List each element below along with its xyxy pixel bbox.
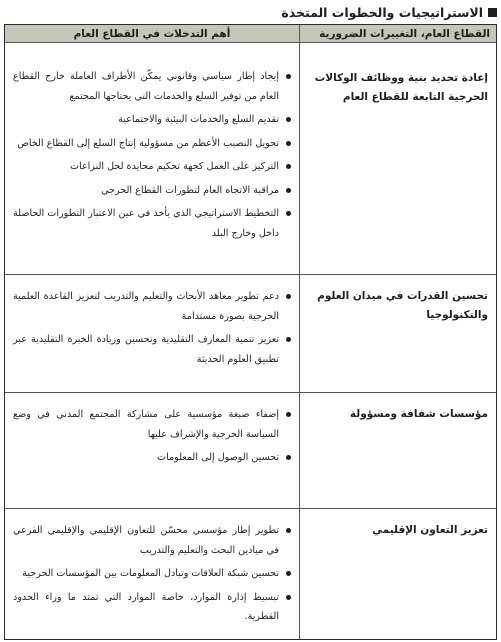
bullet-icon: [286, 141, 291, 146]
list-item-text: تطوير إطار مؤسسي محسّن للتعاون الإقليمي والإقليمي الفرعي في ميادين البحث والتعليم والتدريب: [13, 525, 279, 556]
bullet-icon: [286, 337, 291, 342]
list-item-text: تحسين الوصول إلى المعلومات: [157, 452, 279, 463]
list-item: [13, 287, 293, 326]
bullet-icon: [286, 571, 291, 576]
interventions-list: [13, 521, 293, 627]
sector-label: تحسين القدرات في ميدان العلوم والتكنولوجيا: [317, 290, 488, 321]
interventions-cell: [5, 43, 299, 275]
list-item-text: تحويل النصيب الأعظم من مسؤولية إنتاج السلع إلى القطاع الخاص: [17, 137, 279, 149]
list-item: [13, 588, 293, 627]
bullet-icon: [286, 455, 291, 460]
sector-cell: [299, 275, 496, 393]
list-item-text: إضفاء صبغة مؤسسية على مشاركة المجتمع المدني في وضع السياسة الحرجية والإشراف عليها: [13, 409, 279, 440]
list-item: [13, 134, 293, 154]
list-item: [13, 110, 293, 130]
list-item-text: تحسين شبكة العلاقات وتبادل المعلومات بين المؤسسات الحرجية: [22, 568, 279, 579]
interventions-cell: [5, 275, 299, 393]
sector-cell: [299, 509, 496, 639]
bullet-icon: [286, 164, 291, 169]
interventions-cell: [5, 393, 299, 509]
list-item: [13, 521, 293, 560]
list-item-text: التخطيط الاستراتيجي الذي يأخذ في عين الاعتبار التطورات الحاصلة داخل وخارج البلد: [13, 208, 279, 239]
bullet-icon: [286, 188, 291, 193]
bullet-icon: [286, 595, 291, 600]
list-item: [13, 204, 293, 243]
list-item-text: مراقبة الاتجاه العام لتطورات القطاع الحرجي: [101, 184, 279, 196]
bullet-icon: [286, 528, 291, 533]
list-item: [13, 564, 293, 584]
interventions-list: [13, 67, 293, 243]
square-bullet-icon: [488, 8, 497, 17]
sector-label: مؤسسات شفافة ومسؤولة: [349, 408, 488, 420]
bullet-icon: [286, 211, 291, 216]
bullet-icon: [286, 74, 291, 79]
strategies-table: [4, 24, 497, 640]
list-item-text: إيجاد إطار سياسي وقانوني يمكّن الأطراف العاملة خارج القطاع العام من توفير السلع والخدمات التي يحتاجها المجتمع: [13, 71, 279, 102]
bullet-icon: [286, 294, 291, 299]
list-item: [13, 448, 293, 468]
sector-cell: [299, 43, 496, 275]
list-item-text: تبسيط إدارة الموارد، خاصة الموارد التي تمتد ما وراء الحدود القطرية.: [13, 591, 279, 622]
sector-label: تعزيز التعاون الإقليمي: [372, 524, 488, 536]
page-heading-text: الاستراتيجيات والخطوات المتخذة: [281, 4, 483, 20]
bullet-icon: [286, 117, 291, 122]
list-item-text: التركيز على العمل كجهة تحكيم محايدة لحل النزاعات: [69, 161, 279, 172]
list-item: [13, 157, 293, 177]
bullet-icon: [286, 412, 291, 417]
interventions-list: [13, 405, 293, 468]
list-item: [13, 330, 293, 369]
interventions-cell: [5, 509, 299, 639]
page-heading: [4, 2, 497, 22]
list-item-text: تعزيز تنمية المعارف التقليدية وتحسين وزيادة الخبرة التقليدية عبر تطبيق العلوم الحديثة: [13, 334, 279, 365]
list-item-text: تقديم السلع والخدمات البيئية والاجتماعية: [118, 114, 279, 125]
sector-column-header: القطاع العام، التغييرات الضرورية: [299, 25, 496, 43]
interventions-list: [13, 287, 293, 369]
sector-cell: [299, 393, 496, 509]
list-item-text: دعم تطوير معاهد الأبحاث والتعليم والتدريب لتعزيز القاعدة العلمية الحرجية بصورة مستدامة: [13, 291, 279, 322]
list-item: [13, 181, 293, 201]
list-item: [13, 405, 293, 444]
sector-label: إعادة تحديد بنية ووظائف الوكالات الحرجية التابعة للقطاع العام: [314, 72, 488, 103]
list-item: [13, 67, 293, 106]
interventions-column-header: أهم التدخلات في القطاع العام: [5, 25, 299, 43]
